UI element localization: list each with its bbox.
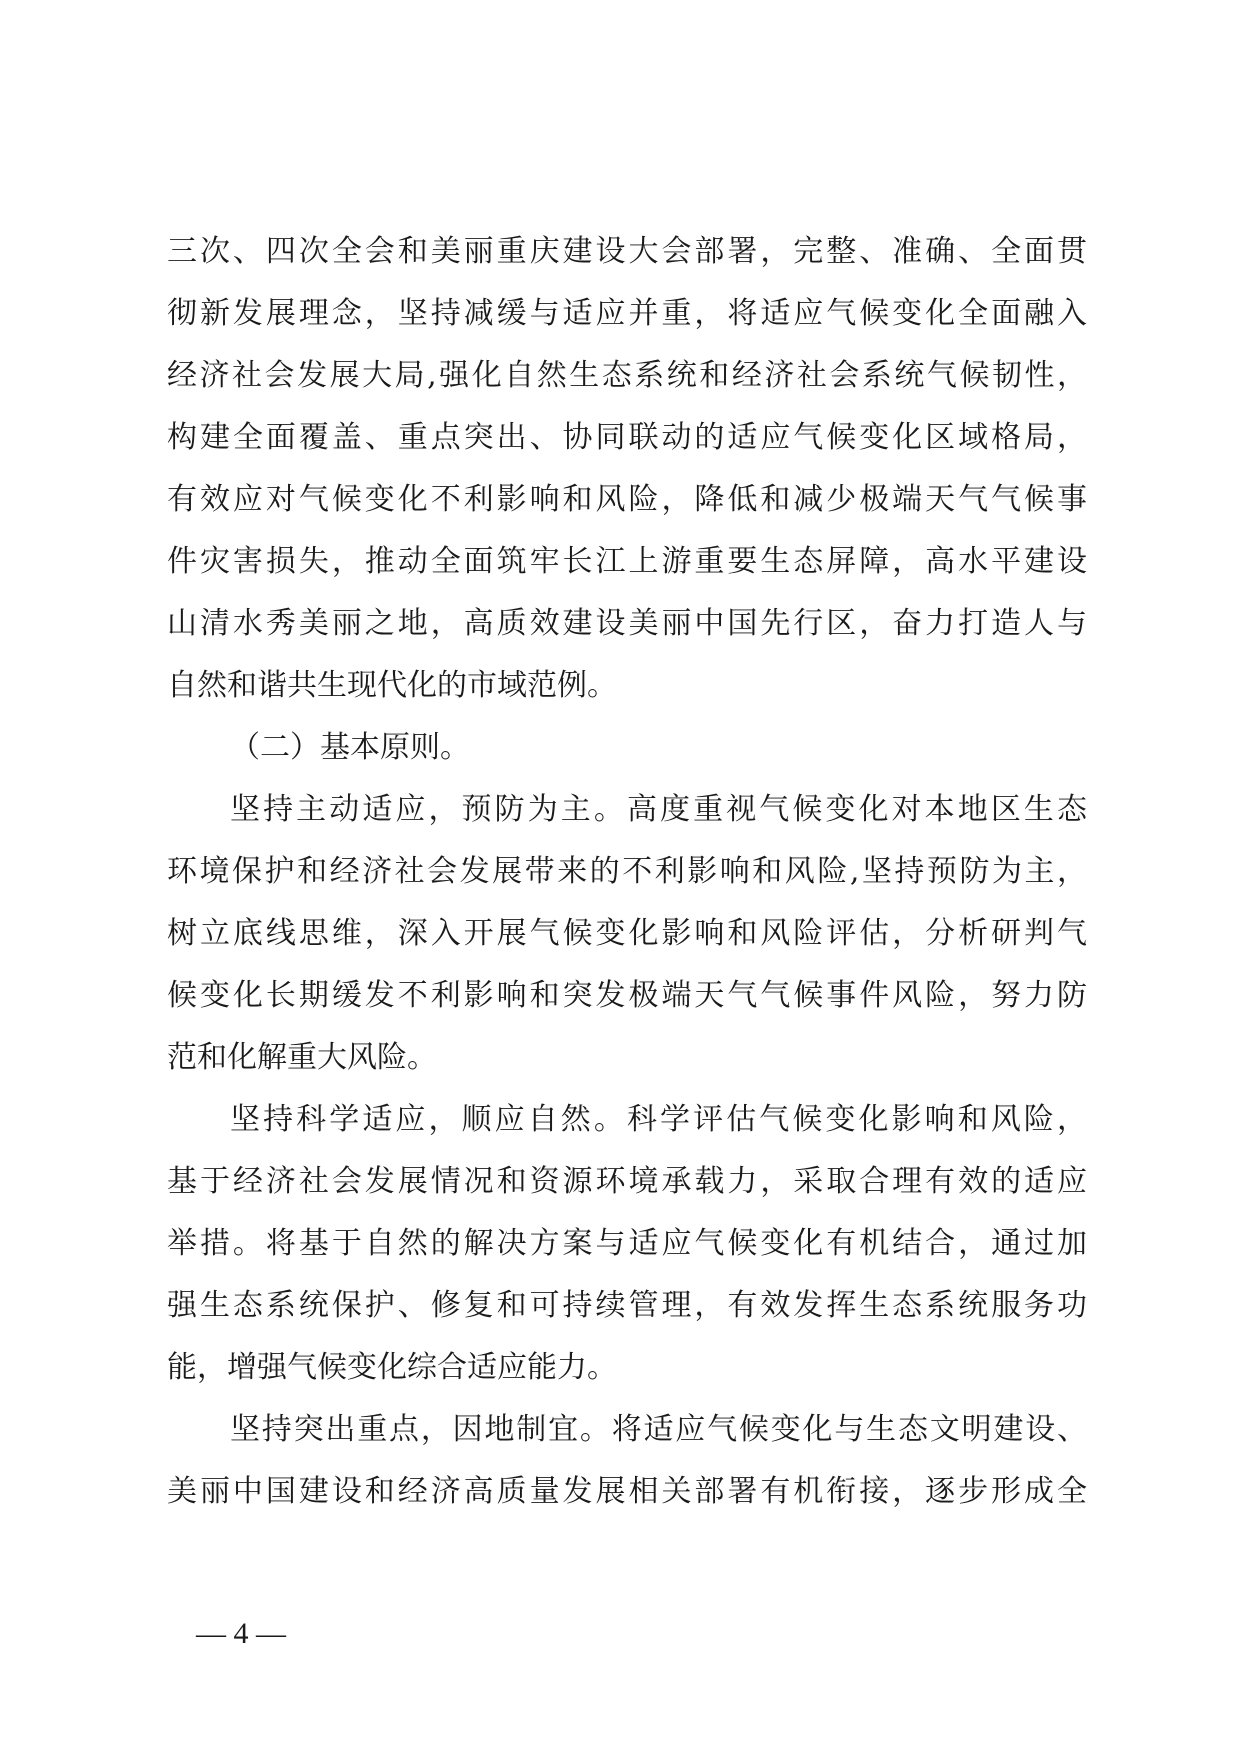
paragraph-line: 举措。将基于自然的解决方案与适应气候变化有机结合，通过加 xyxy=(167,1226,1087,1261)
paragraph-line: 能，增强气候变化综合适应能力。 xyxy=(167,1350,617,1385)
paragraph-line: 树立底线思维，深入开展气候变化影响和风险评估，分析研判气 xyxy=(167,916,1087,951)
paragraph-line: 美丽中国建设和经济高质量发展相关部署有机衔接，逐步形成全 xyxy=(167,1474,1087,1509)
paragraph-line: 环境保护和经济社会发展带来的不利影响和风险,坚持预防为主， xyxy=(167,854,1087,889)
paragraph-line: 构建全面覆盖、重点突出、协同联动的适应气候变化区域格局， xyxy=(167,420,1087,455)
paragraph-line: 强生态系统保护、修复和可持续管理，有效发挥生态系统服务功 xyxy=(167,1288,1087,1323)
paragraph-line: 范和化解重大风险。 xyxy=(167,1040,437,1075)
paragraph-line: 件灾害损失，推动全面筑牢长江上游重要生态屏障，高水平建设 xyxy=(167,544,1087,579)
paragraph-line: 彻新发展理念，坚持减缓与适应并重，将适应气候变化全面融入 xyxy=(167,296,1087,331)
paragraph-line: 经济社会发展大局,强化自然生态系统和经济社会系统气候韧性， xyxy=(167,358,1087,393)
paragraph-line: 三次、四次全会和美丽重庆建设大会部署，完整、准确、全面贯 xyxy=(167,234,1087,269)
paragraph-line: 坚持主动适应，预防为主。高度重视气候变化对本地区生态 xyxy=(230,792,1087,827)
paragraph-line: 有效应对气候变化不利影响和风险，降低和减少极端天气气候事 xyxy=(167,482,1087,517)
paragraph-line: 坚持科学适应，顺应自然。科学评估气候变化影响和风险， xyxy=(230,1102,1087,1137)
section-heading: （二）基本原则。 xyxy=(230,730,470,765)
page-number: — 4 — xyxy=(196,1617,286,1650)
paragraph-line: 山清水秀美丽之地，高质效建设美丽中国先行区，奋力打造人与 xyxy=(167,606,1087,641)
paragraph-line: 候变化长期缓发不利影响和突发极端天气气候事件风险，努力防 xyxy=(167,978,1087,1013)
paragraph-line: 基于经济社会发展情况和资源环境承载力，采取合理有效的适应 xyxy=(167,1164,1087,1199)
paragraph-line: 坚持突出重点，因地制宜。将适应气候变化与生态文明建设、 xyxy=(230,1412,1087,1447)
paragraph-line: 自然和谐共生现代化的市域范例。 xyxy=(167,668,617,703)
